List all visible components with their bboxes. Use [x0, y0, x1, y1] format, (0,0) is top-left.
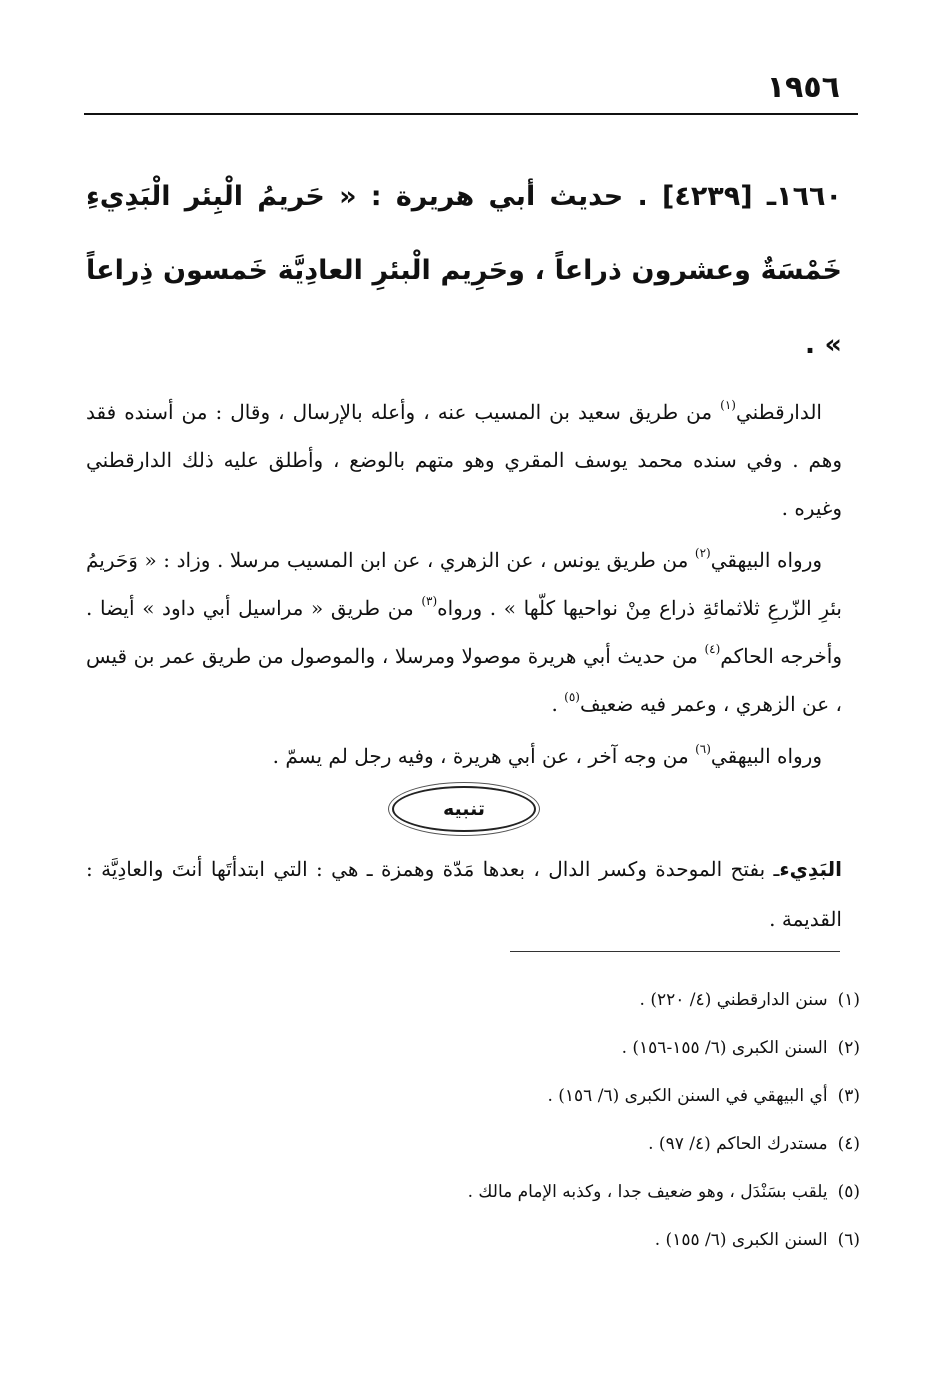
footnote-ref[interactable]: (٦)	[695, 742, 711, 756]
tanbih-label: تنبيه	[392, 786, 536, 832]
footnote-number: (١)	[837, 990, 860, 1010]
main-content	[86, 160, 842, 944]
paragraph-text: من طريق يونس ، عن الزهري ، عن ابن المسيب مرسلا . وزاد : « وَحَريمُ بئرِ الزّرعِ ثلاثمائةِ ذراع مِنْ نواحيها كلّها » . ورواه	[86, 548, 842, 620]
paragraph-text: ورواه البيهقي	[710, 744, 822, 768]
paragraph-text: الدارقطني	[735, 400, 822, 424]
page-number: ١٩٥٦	[766, 70, 840, 105]
commentary-paragraph-1	[86, 388, 842, 532]
footnote-number: (٢)	[837, 1038, 860, 1058]
footnote-number: (٦)	[837, 1230, 860, 1250]
footnote-number: (٥)	[837, 1182, 860, 1202]
paragraph-text: من وجه آخر ، عن أبي هريرة ، وفيه رجل لم يسمّ .	[272, 744, 696, 768]
commentary-paragraph-3	[86, 732, 842, 780]
footnote-item	[100, 1216, 860, 1264]
paragraph-text: من حديث أبي هريرة موصولا ومرسلا ، والموصول من طريق عمر بن قيس ، عن الزهري ، وعمر فيه ضعيف	[86, 644, 842, 716]
header-rule	[84, 113, 858, 115]
footnote-text: مستدرك الحاكم (٤/ ٩٧) .	[648, 1134, 828, 1154]
tanbih-section-header	[86, 786, 842, 836]
hadith-heading: ١٦٦٠ـ [٤٢٣٩] . حديث أبي هريرة : « حَريمُ الْبِئر الْبَدِيءِ خَمْسَةٌ وعشرون ذراعاً ، وحَرِيم الْبئرِ العادِيَّة خَمسون ذِراعاً » .	[86, 181, 843, 360]
footnote-ref[interactable]: (١)	[720, 398, 736, 412]
paragraph-text: ورواه البيهقي	[710, 548, 823, 572]
footnote-number: (٣)	[837, 1086, 860, 1106]
footnote-text: سنن الدارقطني (٤/ ٢٢٠) .	[639, 990, 828, 1010]
footnote-text: يلقب بسَنْدَل ، وهو ضعيف جدا ، وكذبه الإمام مالك .	[467, 1182, 828, 1202]
paragraph-text: من طريق سعيد بن المسيب عنه ، وأعله بالإرسال ، وقال : من أسنده فقد وهم . وفي سنده محمد يوسف المقري وهو متهم بالوضع ، وأطلق عليه ذلك الدارقطني وغيره .	[86, 400, 842, 520]
footnote-divider	[510, 951, 840, 952]
footnote-text: أي البيهقي في السنن الكبرى (٦/ ١٥٦) .	[547, 1086, 828, 1106]
paragraph-text: .	[551, 692, 565, 716]
footnote-text: السنن الكبرى (٦/ ١٥٥) .	[654, 1230, 828, 1250]
footnote-ref[interactable]: (٢)	[694, 546, 711, 560]
footnote-ref[interactable]: (٤)	[704, 642, 721, 656]
tanbih-note	[86, 844, 842, 944]
footnotes-list	[100, 976, 860, 1264]
note-keyword: البَدِيء	[779, 857, 842, 881]
footnote-item	[100, 1120, 860, 1168]
footnote-item	[100, 976, 860, 1024]
footnote-number: (٤)	[837, 1134, 860, 1154]
note-text: ـ بفتح الموحدة وكسر الدال ، بعدها مَدّة وهمزة ـ هي : التي ابتدأتَها أنتَ والعادِيَّة : القديمة .	[86, 857, 842, 931]
footnote-item	[100, 1168, 860, 1216]
footnote-item	[100, 1072, 860, 1120]
footnote-ref[interactable]: (٣)	[421, 594, 438, 608]
footnote-item	[100, 1024, 860, 1072]
footnote-text: السنن الكبرى (٦/ ١٥٥-١٥٦) .	[621, 1038, 828, 1058]
commentary-paragraph-2	[86, 536, 842, 728]
paragraph-text: من طريق « مراسيل أبي داود » أيضا . وأخرجه الحاكم	[86, 596, 842, 668]
footnote-ref[interactable]: (٥)	[564, 690, 580, 704]
